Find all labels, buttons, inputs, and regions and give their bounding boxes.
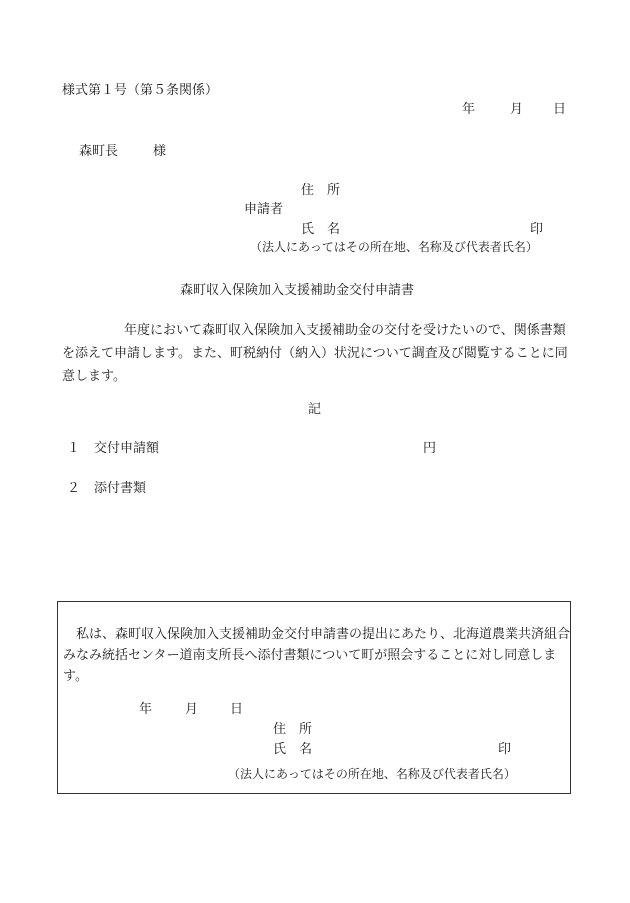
applicant-seal: 印 — [530, 222, 544, 237]
consent-date-day: 日 — [230, 702, 244, 717]
consent-seal: 印 — [498, 742, 512, 757]
date-day: 日 — [553, 102, 567, 117]
document-title: 森町収入保険加入支援補助金交付申請書 — [180, 283, 415, 298]
consent-date-month: 月 — [185, 702, 199, 717]
applicant-note: （法人にあってはその所在地、名称及び代表者氏名） — [250, 240, 538, 254]
applicant-label: 申請者 — [244, 202, 284, 217]
addressee-name: 森町長 — [79, 144, 119, 159]
consent-paragraph: 私は、森町収入保険加入支援補助金交付申請書の提出にあたり、北海道農業共済組合みなみ統括センター道南支所長へ添付書類について町が照会することに対し同意します。 — [63, 627, 571, 684]
consent-address-label: 住 所 — [273, 722, 313, 737]
item-number: １ — [67, 441, 81, 456]
form-number: 様式第１号（第５条関係） — [62, 83, 219, 98]
consent-date-year: 年 — [139, 702, 153, 717]
date-month: 月 — [510, 102, 524, 117]
applicant-address-label: 住 所 — [301, 183, 341, 198]
item-label-attachments: 添付書類 — [94, 481, 147, 496]
addressee-honorific: 様 — [153, 144, 167, 159]
item-number: ２ — [67, 481, 81, 496]
intro-paragraph: 年度において森町収入保険加入支援補助金の交付を受けたいので、関係書類を添えて申請します。また、町税納付（納入）状況について調査及び閲覧することに同意します。 — [62, 323, 568, 384]
date-year: 年 — [462, 102, 476, 117]
ki-mark: 記 — [308, 402, 322, 417]
consent-note: （法人にあってはその所在地、名称及び代表者氏名） — [228, 767, 516, 781]
applicant-name-label: 氏 名 — [301, 222, 341, 237]
item-unit-yen: 円 — [423, 441, 437, 456]
consent-name-label: 氏 名 — [273, 742, 313, 757]
item-label-amount: 交付申請額 — [94, 441, 160, 456]
